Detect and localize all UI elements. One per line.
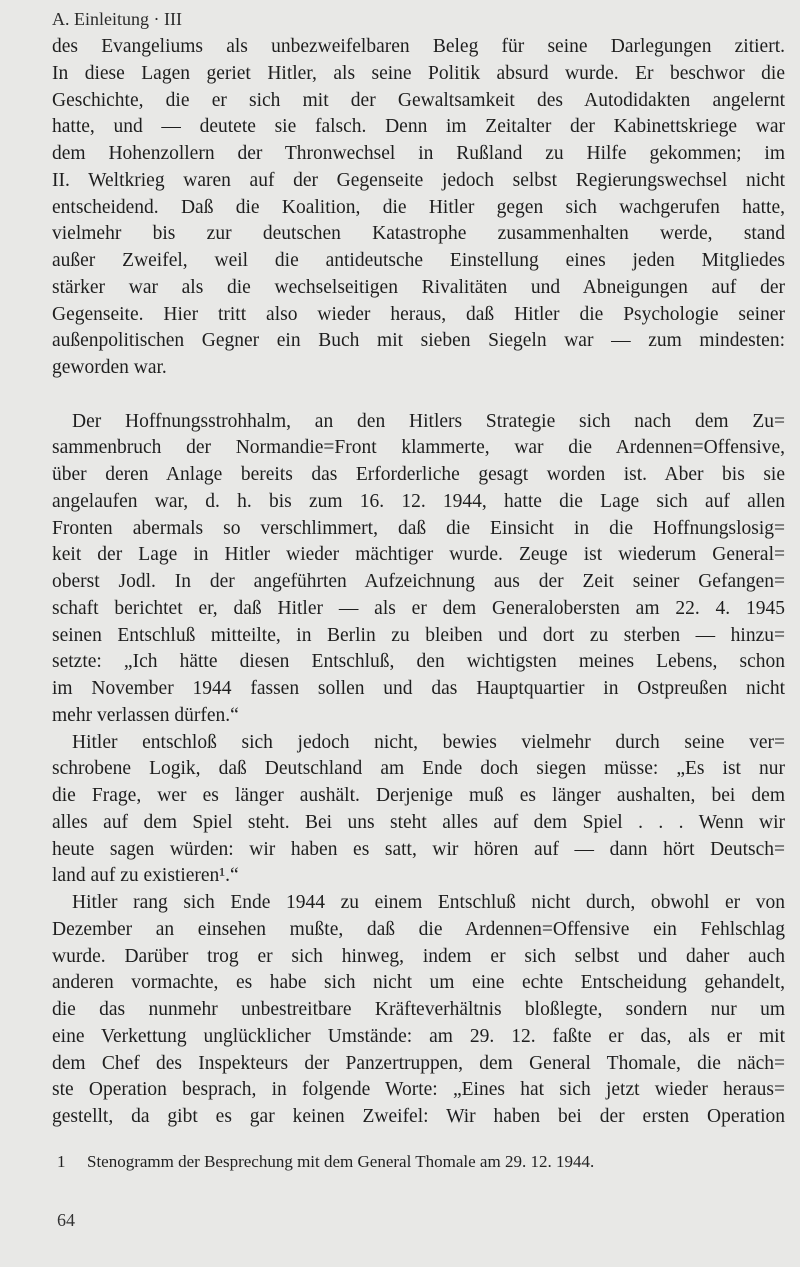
- text-line: mehr verlassen dürfen.“: [52, 704, 239, 726]
- text-line: geworden war.: [52, 357, 167, 378]
- text-line: über deren Anlage bereits das Erforderliche gesagt worden ist. Aber bis sie: [52, 464, 785, 485]
- text-line: angelaufen war, d. h. bis zum 16. 12. 1944, hatte die Lage sich auf allen: [52, 490, 785, 512]
- footnote-number: 1: [57, 1152, 66, 1171]
- text-line: setzte: „Ich hätte diesen Entschluß, den wichtigsten meines Lebens, schon: [52, 651, 785, 673]
- text-line: des Evangeliums als unbezweifelbaren Beleg für seine Darlegungen zitiert.: [52, 36, 785, 57]
- text-line: II. Weltkrieg waren auf der Gegenseite jedoch selbst Regierungswechsel nicht: [52, 169, 785, 191]
- text-line: seinen Entschluß mitteilte, in Berlin zu bleiben und dort zu sterben — hinzu=: [52, 624, 785, 646]
- text-line: dem Hohenzollern der Thronwechsel in Rußland zu Hilfe gekommen; im: [52, 143, 785, 164]
- text-line: die Frage, wer es länger aushält. Derjenige muß es länger aushalten, bei dem: [52, 785, 785, 806]
- text-line: In diese Lagen geriet Hitler, als seine Politik absurd wurde. Er beschwor die: [52, 62, 785, 84]
- text-line: eine Verkettung unglücklicher Umstände: am 29. 12. faßte er das, als er mit: [52, 1025, 785, 1047]
- page-number: 64: [57, 1210, 75, 1230]
- text-line: Fronten abermals so verschlimmert, daß die Einsicht in die Hoffnungslosig=: [52, 517, 785, 539]
- body-text: [52, 34, 785, 1131]
- text-line: land auf zu existieren¹.“: [52, 865, 239, 887]
- text-line: im November 1944 fassen sollen und das Hauptquartier in Ostpreußen nicht: [52, 678, 785, 699]
- text-line: die das nunmehr unbestreitbare Kräfteverhältnis bloßlegte, sondern nur um: [52, 999, 785, 1020]
- paragraph: [52, 409, 785, 730]
- paragraph: [52, 34, 785, 382]
- text-line: ste Operation besprach, in folgende Worte: „Eines hat sich jetzt wieder heraus=: [52, 1079, 785, 1101]
- text-line: schaft berichtet er, daß Hitler — als er dem Generalobersten am 22. 4. 1945: [52, 597, 785, 619]
- text-line: oberst Jodl. In der angeführten Aufzeichnung aus der Zeit seiner Gefangen=: [52, 571, 785, 592]
- text-line: außenpolitischen Gegner ein Buch mit sieben Siegeln war — zum mindesten:: [52, 330, 785, 352]
- text-line: außer Zweifel, weil die antideutsche Einstellung eines jeden Mitgliedes: [52, 250, 785, 271]
- text-line: dem Chef des Inspekteurs der Panzertruppen, dem General Thomale, die näch=: [52, 1052, 785, 1074]
- text-line: sammenbruch der Normandie=Front klammerte, war die Ardennen=Offensive,: [52, 437, 785, 459]
- text-line: Der Hoffnungsstrohhalm, an den Hitlers Strategie sich nach dem Zu=: [72, 410, 785, 432]
- running-head: A. Einleitung · III: [52, 9, 182, 29]
- text-line: alles auf dem Spiel steht. Bei uns steht alles auf dem Spiel . . . Wenn wir: [52, 811, 785, 833]
- paragraph: [52, 730, 785, 891]
- text-line: entscheidend. Daß die Koalition, die Hitler gegen sich wachgerufen hatte,: [52, 196, 785, 218]
- text-line: hatte, und — deutete sie falsch. Denn im Zeitalter der Kabinettskriege war: [52, 116, 785, 138]
- text-line: schrobene Logik, daß Deutschland am Ende doch siegen müsse: „Es ist nur: [52, 758, 785, 780]
- paragraph-gap: [52, 382, 785, 409]
- footnote: [57, 1152, 594, 1172]
- text-line: Hitler rang sich Ende 1944 zu einem Entschluß nicht durch, obwohl er von: [72, 892, 785, 913]
- text-line: Hitler entschloß sich jedoch nicht, bewies vielmehr durch seine ver=: [72, 731, 785, 753]
- footnote-text: Stenogramm der Besprechung mit dem General Thomale am 29. 12. 1944.: [87, 1152, 595, 1171]
- text-line: wurde. Darüber trog er sich hinweg, indem er sich selbst und daher auch: [52, 945, 785, 967]
- text-line: stärker war als die wechselseitigen Rivalitäten und Abneigungen auf der: [52, 276, 785, 298]
- text-line: gestellt, da gibt es gar keinen Zweifel: Wir haben bei der ersten Operation: [52, 1106, 785, 1127]
- text-line: vielmehr bis zur deutschen Katastrophe zusammenhalten werde, stand: [52, 223, 785, 245]
- text-line: keit der Lage in Hitler wieder mächtiger wurde. Zeuge ist wiederum General=: [52, 544, 785, 566]
- text-line: Geschichte, die er sich mit der Gewaltsamkeit des Autodidakten angelernt: [52, 89, 785, 111]
- text-line: heute sagen würden: wir haben es satt, wir hören auf — dann hört Deutsch=: [52, 838, 785, 860]
- text-line: Dezember an einsehen mußte, daß die Ardennen=Offensive ein Fehlschlag: [52, 918, 785, 940]
- paragraph: [52, 890, 785, 1131]
- text-line: Gegenseite. Hier tritt also wieder heraus, daß Hitler die Psychologie seiner: [52, 303, 785, 325]
- text-line: anderen vormachte, es habe sich nicht um eine echte Entscheidung gehandelt,: [52, 972, 785, 994]
